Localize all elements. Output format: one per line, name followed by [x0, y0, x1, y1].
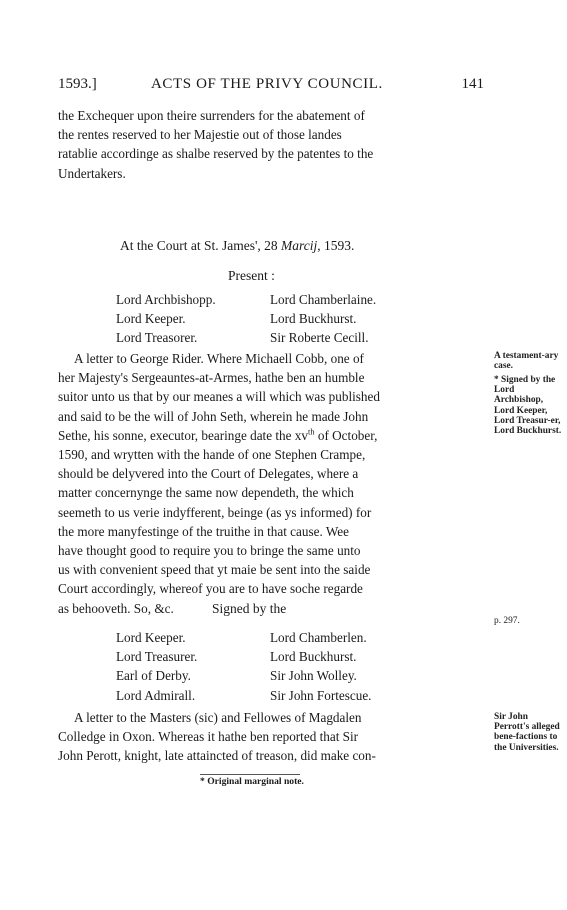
councillor-name: Lord Archbishopp. [116, 292, 216, 307]
text-line: as behooveth. So, &c. [58, 600, 174, 616]
councillor-name: Lord Buckhurst. [270, 311, 357, 327]
list-item [116, 290, 446, 309]
councillor-name: Lord Keeper. [116, 311, 186, 327]
court-heading-month: Marcij [281, 238, 318, 253]
signatory-name: Lord Keeper. [116, 630, 186, 645]
list-item [116, 309, 446, 328]
text-fragment: of October, [314, 427, 378, 443]
list-item [116, 666, 446, 685]
text-line: Colledge in Oxon. Whereas it hathe ben reported that Sir [58, 729, 359, 745]
text-line: have thought good to require you to bringe the same unto [58, 543, 361, 559]
text-line: seemeth to us verie indyfferent, beinge (as ys informed) for [58, 504, 372, 520]
text-line: the rentes reserved to her Majestie out of those landes [58, 127, 342, 143]
text-line: John Perott, knight, late attaincted of treason, did make con- [58, 748, 376, 764]
list-item [116, 328, 446, 347]
text-line: A letter to the Masters (sic) and Fellowes of Magdalen [74, 710, 362, 725]
text-line: 1590, and wrytten with the hande of one Stephen Crampe, [58, 447, 366, 463]
text-line: us with convenient speed that yt maie be sent into the saide [58, 562, 371, 578]
footnote-divider [200, 774, 300, 775]
councillor-name: Sir Roberte Cecill. [270, 330, 369, 346]
text-line: and said to be the will of John Seth, wherein he made John [58, 408, 369, 424]
text-line: A letter to George Rider. Where Michaell Cobb, one of [74, 351, 364, 366]
signatory-name: Lord Admirall. [116, 687, 196, 703]
text-line: suitor unto us that by our meanes a will which was published [58, 389, 380, 405]
text-line: her Majesty's Sergeauntes-at-Armes, hathe ben an humble [58, 370, 365, 386]
court-heading-year: , 1593. [317, 238, 355, 253]
text-line: matter concernynge the same now dependeth, the which [58, 485, 354, 501]
letter-george-rider [58, 349, 486, 618]
marginal-note-perrott: Sir John Perrott's alleged bene-factions to the Universities. [494, 712, 560, 753]
signatory-name: Earl of Derby. [116, 668, 191, 684]
list-item [116, 628, 446, 647]
letter-magdalen-college [58, 708, 486, 766]
text-line: ratablie accordinge as shalbe reserved by the patentes to the [58, 146, 374, 162]
signed-label: Signed by the [212, 601, 287, 616]
court-heading [120, 238, 354, 254]
councillor-name: Lord Treasorer. [116, 330, 198, 346]
present-label: Present : [228, 268, 275, 283]
superscript: th [307, 426, 315, 437]
text-line: Undertakers. [58, 165, 126, 181]
header-title: ACTS OF THE PRIVY COUNCIL. [151, 76, 383, 92]
text-line [58, 426, 486, 445]
list-item [116, 686, 446, 705]
footnote: * Original marginal note. [200, 776, 304, 787]
text-line: Court accordingly, whereof you are to have soche regarde [58, 581, 363, 597]
header-year: 1593.] [58, 76, 97, 92]
signatory-name: Lord Chamberlen. [270, 630, 367, 645]
court-heading-text: At the Court at St. James', 28 [120, 238, 278, 253]
running-header [58, 76, 484, 96]
text-line: should be delyvered into the Court of Delegates, where a [58, 466, 359, 482]
signed-list [116, 628, 446, 705]
present-list [116, 290, 446, 348]
intro-paragraph [58, 106, 486, 183]
signatory-name: Sir John Fortescue. [270, 687, 372, 703]
signatory-name: Lord Treasurer. [116, 649, 198, 665]
marginal-note-testamentary: A testament-ary case. [494, 351, 559, 372]
text-line: the Exchequer upon theire surrenders for the abatement of [58, 108, 365, 123]
signatory-name: Lord Buckhurst. [270, 649, 357, 665]
page-number: 141 [461, 76, 484, 92]
signatory-name: Sir John Wolley. [270, 668, 357, 684]
marginal-note-signed: * Signed by the Lord Archbishop, Lord Keeper, Lord Treasur-er, Lord Buckhurst. [494, 375, 562, 437]
councillor-name: Lord Chamberlaine. [270, 292, 377, 307]
list-item [116, 647, 446, 666]
text-line: the more manyfestinge of the truithe in that cause. Wee [58, 523, 349, 539]
page-reference: p. 297. [494, 616, 520, 626]
text-fragment: Sethe, his sonne, executor, bearinge date the xv [58, 427, 308, 443]
